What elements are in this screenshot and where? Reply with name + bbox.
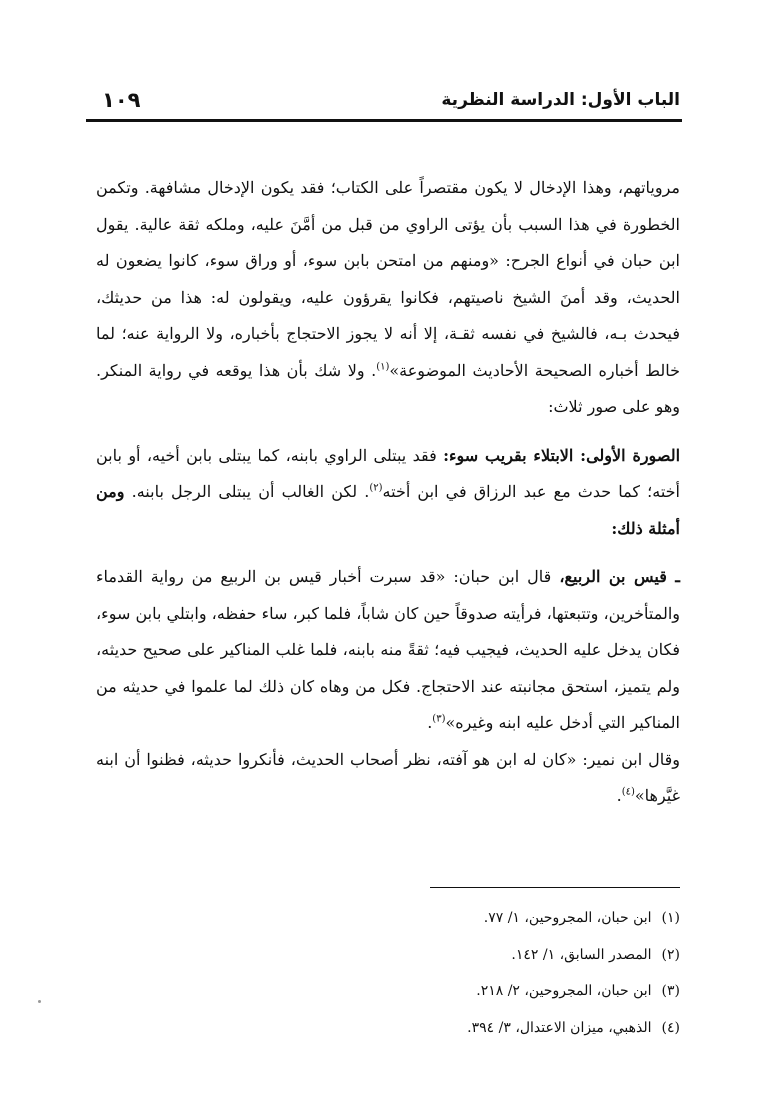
page-header — [88, 86, 680, 116]
footnotes — [200, 900, 680, 1046]
footnote-item — [200, 973, 680, 1010]
narrator-name: ـ قيس بن الربيع، — [559, 567, 680, 586]
footnote-number: (٣) — [661, 983, 680, 999]
footnote-ref-3: (٣) — [432, 713, 446, 725]
footnote-number: (١) — [661, 910, 680, 926]
paragraph-text: مروياتهم، وهذا الإدخال لا يكون مقتصراً على الكتاب؛ فقد يكون الإدخال مشافهة. وتكمن الخطورة في هذا السبب بأن يؤتى الراوي من قبل من أمَّنَ عليه، وملكه ثقة عالية. يقول ابن حبان في أنواع الجرح: «ومنهم من امتحن بابن سوء، أو وراق سوء، كانوا يضعون له الحديث، وقد أمنَ الشيخ ناصيتهم، فكانوا يقرؤون عليه، ويقولون له: هذا من حديثك، فيحدث بـه، فالشيخ في نفسه ثقـة، إلا أنه لا يجوز الاحتجاج بأخباره، ولا الرواية عنه؛ لما خالط أخباره الصحيحة الأحاديث الموضوعة» — [96, 178, 681, 380]
running-title: الباب الأول: الدراسة النظرية — [441, 90, 680, 110]
footnote-text: المصدر السابق، ١/ ١٤٢. — [511, 946, 652, 963]
footnote-ref-2: (٢) — [369, 482, 383, 494]
paragraph-text: . لكن الغالب أن يبتلى الرجل بابنه. — [124, 482, 370, 501]
footnote-ref-4: (٤) — [621, 786, 635, 798]
paragraph-4 — [96, 742, 680, 815]
body-text — [96, 170, 680, 815]
footnote-text: ابن حبان، المجروحين، ٢/ ٢١٨. — [476, 983, 652, 999]
footnote-number: (٤) — [661, 1019, 680, 1036]
footnote-item — [200, 900, 680, 937]
footnote-rule — [430, 887, 680, 888]
footnote-text: الذهبي، ميزان الاعتدال، ٣/ ٣٩٤. — [467, 1019, 652, 1036]
examples-heading: ومن أمثلة ذلك: — [96, 482, 680, 538]
section-heading: الصورة الأولى: الابتلاء بقريب سوء: — [443, 445, 681, 465]
footnote-item — [200, 937, 680, 974]
footnote-number: (٢) — [661, 946, 680, 963]
footnote-item — [200, 1010, 680, 1047]
paragraph-3 — [96, 559, 680, 742]
scan-speck — [38, 1000, 41, 1003]
header-rule — [86, 119, 682, 122]
paragraph-2 — [96, 438, 680, 548]
page-number: ١٠٩ — [102, 88, 141, 112]
footnote-text: ابن حبان، المجروحين، ١/ ٧٧. — [483, 910, 652, 926]
paragraph-text: . — [427, 713, 433, 732]
paragraph-text: وقال ابن نمير: «كان له ابن هو آفته، نظر أصحاب الحديث، فأنكروا حديثه، فظنوا أن ابنه غيَّرها» — [96, 749, 681, 805]
paragraph-text: . — [616, 786, 622, 805]
paragraph-text: . ولا شك بأن هذا يوقعه في رواية المنكر. وهو على صور ثلاث: — [96, 360, 680, 416]
paragraph-text: فقد يبتلى الراوي بابنه، كما يبتلى بابن أخيه، أو بابن أخته؛ كما حدث مع عبد الرزاق في ابن أخته — [96, 445, 680, 501]
paragraph-1 — [96, 170, 680, 426]
footnote-ref-1: (١) — [376, 361, 390, 373]
paragraph-text: قال ابن حبان: «قد سبرت أخبار قيس بن الربيع من رواية القدماء والمتأخرين، وتتبعتها، فرأيته صدوقاً حين كان شاباً، فلما كبر، ساء حفظه، وابتلي بابن سوء، فكان يدخل عليه الحديث، فيجيب فيه؛ ثقةً منه بابنه، فلما غلب المناكير على صحيح حديثه، ولم يتميز، استحق مجانبته عند الاحتجاج. فكل من وهاه كان ذلك لما علموا في حديثه من المناكير التي أدخل عليه ابنه وغيره» — [96, 567, 680, 732]
